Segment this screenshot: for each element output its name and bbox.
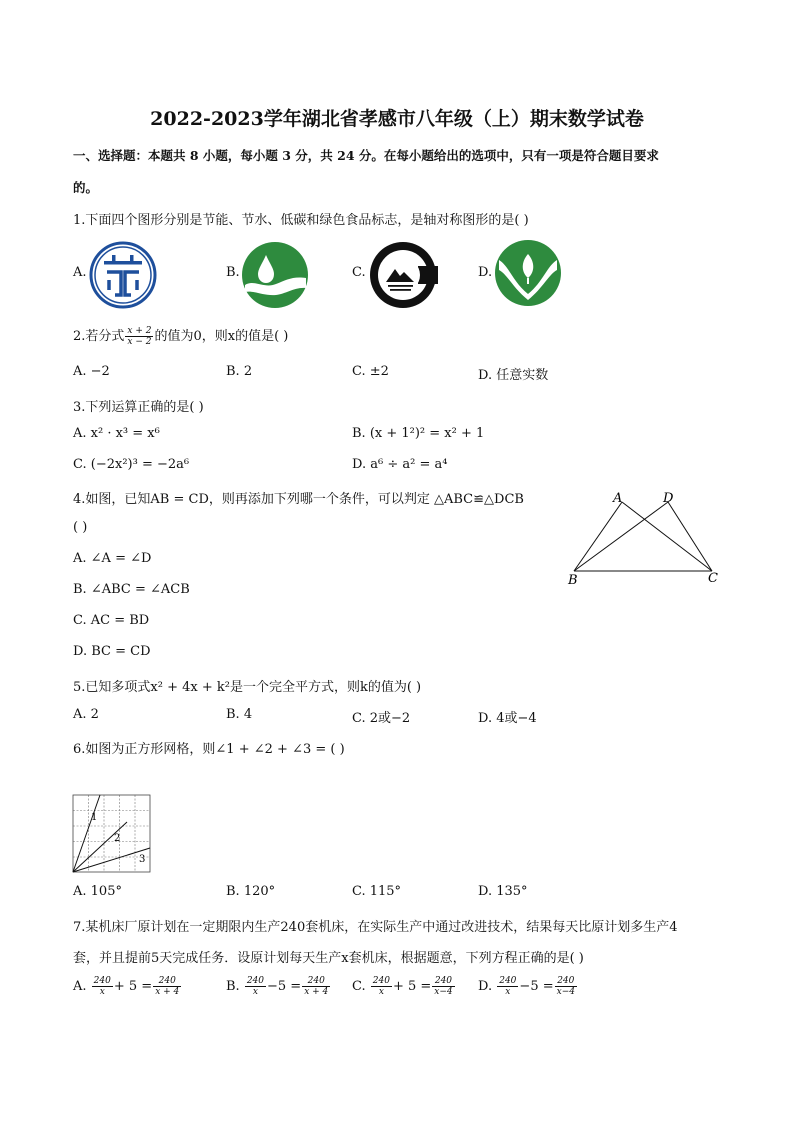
question-7-line1: 7.某机床厂原计划在一定期限内生产240套机床，在实际生产中通过改进技术，结果每天比原计划多生产4: [73, 920, 678, 935]
water-saving-logo-icon: [240, 240, 310, 310]
question-5-stem: 5.已知多项式x² + 4x + k²是一个完全平方式，则k的值为( ): [73, 680, 422, 695]
numerator: 240: [153, 976, 181, 987]
q7-operator: −5 =: [519, 979, 554, 994]
point-a-label: A: [613, 491, 623, 506]
q5-option-a: A. 2: [73, 707, 99, 722]
q2-option-d: D. 任意实数: [478, 368, 549, 383]
q4-option-a: A. ∠A = ∠D: [73, 551, 152, 566]
energy-saving-logo-icon: [88, 240, 158, 310]
q2-stem-post: 的值为0，则x的值是( ): [154, 329, 289, 344]
denominator: x: [505, 987, 511, 997]
ray-1: [73, 795, 100, 872]
q1-option-d-label: D.: [478, 265, 493, 280]
low-carbon-logo-icon: [368, 240, 438, 310]
denominator: x: [378, 987, 384, 997]
question-7-line2: 套，并且提前5天完成任务．设原计划每天生产x套机床，根据题意，下列方程正确的是( ): [73, 951, 584, 966]
q3-option-d: D. a⁶ ÷ a² = a⁴: [352, 457, 448, 472]
q7-option-label: C.: [352, 979, 366, 994]
q5-option-c: C. 2或−2: [352, 711, 411, 726]
q4-option-c: C. AC = BD: [73, 613, 150, 628]
q7-fraction-left: [497, 976, 518, 997]
section-heading-line2: 的。: [73, 180, 99, 195]
q3-option-a: A. x² · x³ = x⁶: [73, 426, 160, 441]
numerator: 240: [555, 976, 577, 987]
q4-option-d: D. BC = CD: [73, 644, 151, 659]
numerator: 240: [499, 976, 517, 986]
triangle-figure: [560, 486, 730, 591]
q2-option-a: A. −2: [73, 364, 110, 379]
q1-option-a-label: A.: [73, 265, 87, 280]
numerator: 240: [372, 976, 390, 986]
q6-option-d: D. 135°: [478, 884, 528, 899]
q7-fraction-left: [92, 976, 113, 997]
q7-option-a: [73, 976, 182, 997]
numerator: 240: [246, 976, 265, 986]
point-d-label: D: [663, 491, 674, 506]
q7-fraction-right: [302, 976, 330, 997]
q2-fraction-denominator: x − 2: [127, 337, 152, 347]
q5-option-b: B. 4: [226, 707, 253, 722]
section-heading-line1: 一、选择题：本题共 8 小题，每小题 3 分，共 24 分。在每小题给出的选项中，只有一项是符合题目要求: [73, 148, 659, 163]
q7-operator: + 5 =: [392, 979, 432, 994]
q6-option-a: A. 105°: [73, 884, 122, 899]
q7-option-d: [478, 976, 578, 997]
denominator: x−4: [556, 987, 575, 997]
point-b-label: B: [568, 573, 578, 588]
denominator: x + 4: [155, 987, 180, 997]
numerator: 240: [432, 976, 454, 987]
q1-option-c-label: C.: [352, 265, 366, 280]
denominator: x−4: [434, 987, 453, 997]
q5-option-d: D. 4或−4: [478, 711, 537, 726]
q7-option-label: A.: [73, 979, 87, 994]
q7-option-b: [226, 976, 331, 997]
q7-option-c: [352, 976, 456, 997]
question-3-stem: 3.下列运算正确的是( ): [73, 400, 204, 415]
q7-option-label: D.: [478, 979, 493, 994]
ray-2: [73, 822, 127, 872]
q2-fraction: [125, 326, 153, 347]
q7-option-label: B.: [226, 979, 240, 994]
q7-fraction-left: [245, 976, 266, 997]
angle-1-label: 1: [91, 812, 98, 823]
q1-option-b-label: B.: [226, 265, 240, 280]
q7-fraction-right: [432, 976, 454, 997]
q7-operator: −5 =: [267, 979, 302, 994]
point-c-label: C: [708, 571, 718, 586]
question-6-stem: 6.如图为正方形网格，则∠1 + ∠2 + ∠3 = ( ): [73, 742, 345, 757]
q6-option-b: B. 120°: [226, 884, 276, 899]
page-title: 2022-2023学年湖北省孝感市八年级（上）期末数学试卷: [150, 108, 644, 130]
angle-3-label: 3: [139, 854, 146, 865]
question-1-stem: 1.下面四个图形分别是节能、节水、低碳和绿色食品标志，是轴对称图形的是( ): [73, 213, 529, 228]
green-food-logo-icon: [493, 238, 563, 308]
denominator: x: [252, 987, 258, 997]
q3-option-c: C. (−2x²)³ = −2a⁶: [73, 457, 190, 472]
q4-paren: ( ): [73, 520, 88, 535]
q7-fraction-right: [555, 976, 577, 997]
q2-option-b: B. 2: [226, 364, 253, 379]
q6-option-c: C. 115°: [352, 884, 402, 899]
denominator: x + 4: [304, 987, 329, 997]
numerator: 240: [302, 976, 330, 987]
segment-cd: [668, 502, 712, 571]
q4-option-b: B. ∠ABC = ∠ACB: [73, 582, 190, 597]
segment-bd: [574, 502, 668, 571]
question-4-stem: 4.如图，已知AB = CD，则再添加下列哪一个条件，可以判定 △ABC≌△DCB: [73, 492, 524, 507]
square-grid-figure: [70, 792, 154, 874]
q2-stem-pre: 2.若分式: [73, 329, 125, 344]
q7-operator: + 5 =: [113, 979, 153, 994]
q7-fraction-right: [153, 976, 181, 997]
denominator: x: [99, 987, 105, 997]
segment-ba: [574, 502, 622, 571]
angle-2-label: 2: [114, 833, 121, 844]
q7-fraction-left: [371, 976, 392, 997]
q2-option-c: C. ±2: [352, 364, 389, 379]
question-2-stem: [73, 325, 288, 347]
q2-fraction-numerator: x + 2: [127, 326, 152, 336]
q3-option-b: B. (x + 1²)² = x² + 1: [352, 426, 485, 441]
numerator: 240: [93, 976, 111, 986]
segment-ca: [622, 502, 712, 571]
